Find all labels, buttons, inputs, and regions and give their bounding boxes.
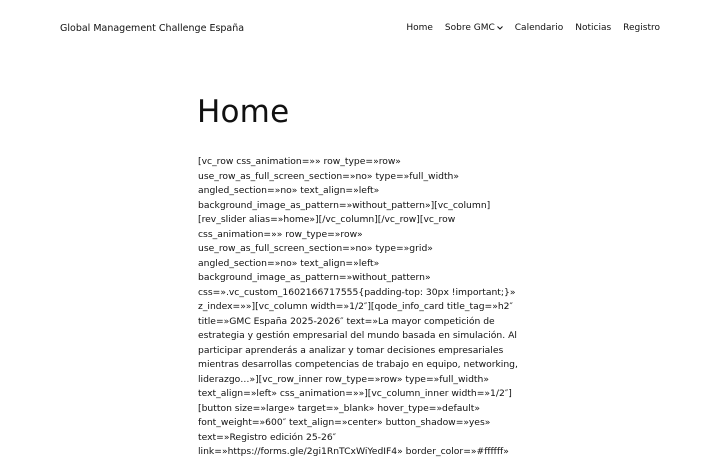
content-line: z_index=»»][vc_column width=»1/2″][qode_info_card title_tag=»h2″ — [198, 301, 513, 312]
nav-home[interactable] — [406, 23, 433, 33]
content-line: estrategia y gestión empresarial del mundo basada en simulación. Al — [198, 330, 517, 341]
chevron-down-icon — [497, 25, 503, 32]
content-line: participar aprenderás a analizar y tomar decisiones empresariales — [198, 344, 504, 356]
content-line: css=».vc_custom_1602166717555{padding-top: 30px !important;}» — [198, 286, 516, 298]
content-line: use_row_as_full_screen_section=»no» type=»full_width» — [198, 170, 459, 182]
content-line: mientras desarrollas competencias de trabajo en equipo, networking, — [198, 359, 518, 370]
nav-sobre-gmc-label: Sobre GMC — [444, 23, 495, 33]
nav-sobre-gmc[interactable] — [445, 23, 503, 33]
nav-noticias-label: Noticias — [575, 23, 612, 33]
content-line: angled_section=»no» text_align=»left» — [198, 257, 380, 269]
content-line: css_animation=»» row_type=»row» — [198, 228, 363, 240]
site-header — [0, 0, 720, 60]
nav-home-label: Home — [406, 23, 433, 33]
content-line: [vc_row css_animation=»» row_type=»row» — [198, 156, 401, 167]
nav-calendario-label: Calendario — [514, 23, 564, 33]
main-navigation — [406, 23, 660, 33]
nav-calendario[interactable] — [515, 23, 563, 33]
content-line: angled_section=»no» text_align=»left» — [198, 185, 380, 196]
content-line: background_image_as_pattern=»without_pattern» — [198, 272, 431, 283]
page-content — [198, 155, 528, 460]
nav-registro-label: Registro — [623, 23, 660, 33]
content-line: link=»https://forms.gle/2gi1RnTCxWiYedIF4» border_color=»#ffffff» — [198, 446, 509, 457]
content-line: text=»Registro edición 25-26″ — [198, 431, 337, 443]
nav-registro[interactable] — [623, 23, 660, 33]
site-title-link[interactable]: Global Management Challenge España — [60, 23, 245, 34]
content-line: background_image_as_pattern=»without_pattern»][vc_column] — [198, 199, 491, 211]
content-line: title=»GMC España 2025-2026″ text=»La mayor competición de — [198, 315, 495, 327]
content-line: text_align=»left» css_animation=»»][vc_column_inner width=»1/2″] — [198, 388, 512, 399]
page-title: Home — [197, 94, 290, 130]
content-line: use_row_as_full_screen_section=»no» type=»grid» — [198, 243, 433, 254]
nav-noticias[interactable] — [575, 23, 611, 33]
content-line: [rev_slider alias=»home»][/vc_column][/vc_row][vc_row — [198, 214, 456, 225]
content-line: [button size=»large» target=»_blank» hover_type=»default» — [198, 402, 481, 414]
content-line: liderazgo…»][vc_row_inner row_type=»row» type=»full_width» — [198, 373, 489, 385]
content-line: font_weight=»600″ text_align=»center» button_shadow=»yes» — [198, 417, 491, 428]
